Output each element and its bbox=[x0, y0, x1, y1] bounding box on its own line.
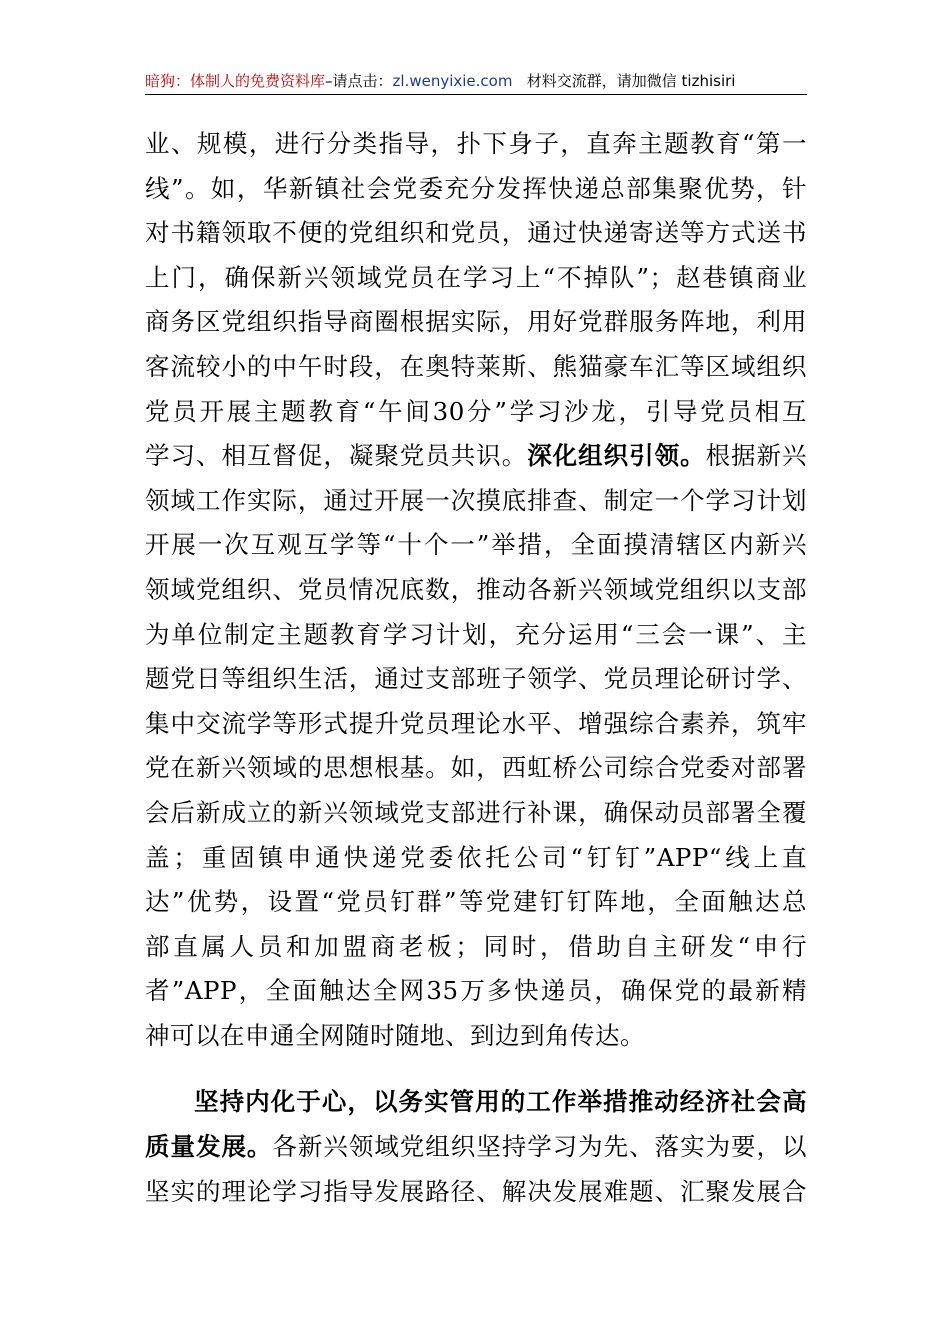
body-line: 会后新成立的新兴领域党支部进行补课，确保动员部署全覆 bbox=[145, 797, 807, 827]
page-header bbox=[145, 68, 805, 94]
body-line: 开展一次互观互学等“十个一”举措，全面摸清辖区内新兴 bbox=[145, 530, 807, 560]
header-brand: 暗狗：体制人的免费资料库 bbox=[145, 72, 326, 90]
body-line-text: 各新兴领域党组织坚持学习为先、落实为要，以 bbox=[272, 1132, 808, 1162]
body-line-text: 学习、相互督促，凝聚党员共识。 bbox=[145, 441, 528, 471]
body-line: 对书籍领取不便的党组织和党员，通过快递寄送等方式送书 bbox=[145, 218, 807, 248]
body-line: 领域党组织、党员情况底数，推动各新兴领域党组织以支部 bbox=[145, 574, 807, 604]
body-line: 客流较小的中午时段，在奥特莱斯、熊猫豪车汇等区域组织 bbox=[145, 351, 807, 381]
document-body bbox=[145, 122, 807, 1214]
body-line: 神可以在申通全网随时随地、到边到角传达。 bbox=[145, 1020, 645, 1050]
body-line: 部直属人员和加盟商老板；同时，借助自主研发“申行 bbox=[145, 931, 807, 961]
header-divider bbox=[145, 94, 807, 95]
body-line: 盖；重固镇申通快递党委依托公司“钉钉”APP“线上直 bbox=[145, 842, 807, 872]
body-line-with-heading bbox=[145, 434, 807, 479]
header-click-prefix: –请点击： bbox=[325, 72, 393, 90]
section-heading-end: 质量发展。 bbox=[145, 1132, 273, 1162]
body-line-text: 根据新兴 bbox=[705, 441, 808, 471]
body-line: 线”。如，华新镇社会党委充分发挥快递总部集聚优势，针 bbox=[145, 173, 807, 203]
body-line: 业、规模，进行分类指导，扑下身子，直奔主题教育“第一 bbox=[145, 129, 807, 158]
body-line: 上门，确保新兴领域党员在学习上“不掉队”；赵巷镇商业 bbox=[145, 262, 807, 292]
body-line: 者”APP，全面触达全网35万多快递员，确保党的最新精 bbox=[145, 976, 807, 1006]
body-line: 坚实的理论学习指导发展路径、解决发展难题、汇聚发展合 bbox=[145, 1176, 807, 1206]
body-line: 商务区党组织指导商圈根据实际，用好党群服务阵地，利用 bbox=[145, 307, 807, 337]
body-line: 题党日等组织生活，通过支部班子领学、党员理论研讨学、 bbox=[145, 664, 807, 694]
body-line: 领域工作实际，通过开展一次摸底排查、制定一个学习计划 bbox=[145, 485, 807, 515]
body-line: 集中交流学等形式提升党员理论水平、增强综合素养，筑牢 bbox=[145, 708, 807, 738]
body-line: 达”优势，设置“党员钉群”等党建钉钉阵地，全面触达总 bbox=[145, 887, 807, 917]
header-site-link[interactable]: zl.wenyixie.com bbox=[392, 72, 513, 90]
body-line: 党员开展主题教育“午间30分”学习沙龙，引导党员相互 bbox=[145, 396, 807, 426]
body-line-with-heading bbox=[145, 1125, 807, 1170]
body-line: 党在新兴领域的思想根基。如，西虹桥公司综合党委对部署 bbox=[145, 753, 807, 783]
header-contact: 材料交流群，请加微信 tizhisiri bbox=[526, 72, 736, 90]
inline-heading: 深化组织引领。 bbox=[527, 441, 706, 471]
body-line: 为单位制定主题教育学习计划，充分运用“三会一课”、主 bbox=[145, 619, 807, 649]
section-heading: 坚持内化于心，以务实管用的工作举措推动经济社会高 bbox=[194, 1087, 807, 1117]
